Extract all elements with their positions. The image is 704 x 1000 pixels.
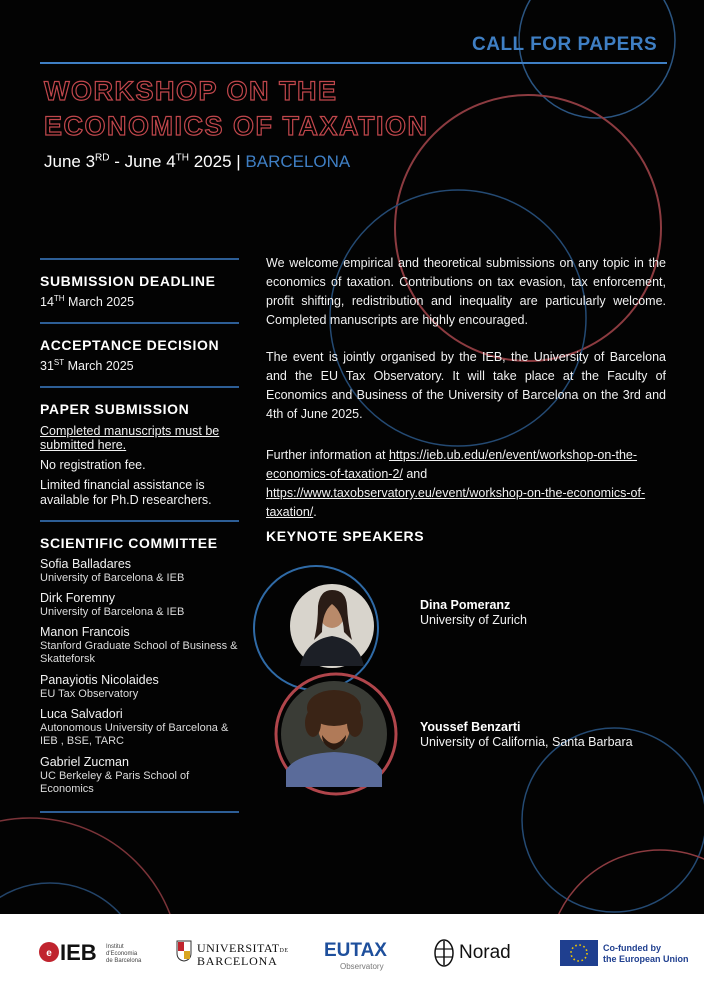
event-dates (44, 152, 350, 172)
norad-wordmark: Norad (459, 942, 511, 963)
ieb-sub-3: de Barcelona (106, 958, 142, 964)
speaker2-photo (281, 681, 387, 787)
acceptance-suffix: ST (53, 358, 65, 367)
ub-line-2: BARCELONA (197, 954, 278, 968)
event-city: BARCELONA (245, 152, 351, 171)
acceptance-day: 31 (40, 359, 54, 374)
further-info-intro: Further information at (266, 448, 389, 462)
page-title (44, 74, 429, 144)
eu-line-2: the European Union (603, 954, 689, 964)
norad-emblem-icon (433, 938, 455, 968)
committee-member-affiliation: University of Barcelona & IEB (40, 572, 185, 584)
submission-link-line1[interactable]: Completed manuscripts must be (40, 424, 220, 438)
submission-link-line2[interactable]: submitted here. (40, 438, 127, 452)
committee-member-name: Dirk Foremny (40, 591, 116, 605)
committee-member-name: Panayiotis Nicolaides (40, 673, 159, 687)
ub-crest-icon (176, 940, 192, 962)
date-year: 2025 | (189, 152, 246, 171)
ieb-mark-icon (38, 941, 60, 963)
eu-cofunded-text (603, 943, 689, 965)
committee-member-name: Manon Francois (40, 625, 130, 639)
speaker-affiliation: University of California, Santa Barbara (420, 735, 633, 749)
no-fee-text: No registration fee. (40, 458, 146, 472)
speaker-name: Youssef Benzarti (420, 720, 521, 734)
deadline-suffix: TH (53, 294, 65, 303)
assistance-line1: Limited financial assistance is (40, 478, 205, 492)
ieb-sub-2: d'Economia (106, 951, 138, 957)
committee-member-name: Luca Salvadori (40, 707, 123, 721)
date-start-suffix: RD (95, 152, 110, 164)
committee-member-affiliation: University of Barcelona & IEB (40, 606, 185, 618)
footer-logos (0, 914, 704, 1000)
title-line-1: WORKSHOP ON THE (44, 76, 338, 106)
eutax-wordmark: EUTAX (324, 940, 387, 961)
speaker-affiliation: University of Zurich (420, 613, 527, 627)
committee-heading: SCIENTIFIC COMMITTEE (40, 535, 218, 551)
keynote-heading: KEYNOTE SPEAKERS (266, 528, 425, 544)
further-info-end: . (313, 505, 317, 519)
divider (40, 386, 239, 388)
assistance-line2: available for Ph.D researchers. (40, 493, 212, 507)
committee-member-name: Gabriel Zucman (40, 755, 129, 769)
ub-universitat: UNIVERSITAT (197, 941, 280, 955)
ieb-sub-1: Institut (106, 944, 124, 950)
acceptance-date (40, 358, 134, 373)
eutax-subtitle: Observatory (340, 962, 384, 971)
committee-member-affiliation: Stanford Graduate School of Business & Skatteforsk (40, 640, 238, 665)
committee-member-affiliation: Autonomous University of Barcelona & IEB , BSE, TARC (40, 722, 229, 747)
divider (40, 258, 239, 260)
divider (40, 520, 239, 522)
ieb-event-link[interactable]: https://ieb.ub.edu/en/event/workshop-on-the-economics-of-taxation-2/ (266, 448, 638, 481)
paper-submission-heading: PAPER SUBMISSION (40, 401, 190, 417)
header-rule (40, 62, 667, 64)
taxobservatory-event-link[interactable]: https://www.taxobservatory.eu/event/workshop-on-the-economics-of-taxation/ (266, 486, 646, 519)
further-info-and: and (402, 467, 428, 481)
submission-link[interactable] (40, 424, 219, 452)
deadline-month: March 2025 (64, 295, 135, 310)
committee-member-affiliation: EU Tax Observatory (40, 688, 139, 700)
further-info-paragraph (266, 446, 666, 522)
deadline-day: 14 (40, 295, 54, 310)
ieb-subtitle (106, 944, 141, 965)
organisers-paragraph: The event is jointly organised by the IEB, the University of Barcelona and the EU Tax Observatory. It will take place at the Faculty of Economics and Business of the University of Barcelona on the 3rd and 4th of June 2025. (266, 350, 666, 421)
intro-paragraph: We welcome empirical and theoretical submissions on any topic in the economics of taxation. Contributions on tax evasion, tax enforcement, profit shifting, redistribution and inequality are particularly welcome. Completed manuscripts are highly encouraged. (266, 256, 666, 327)
committee-member-affiliation: UC Berkeley & Paris School of Economics (40, 770, 190, 795)
deadline-date (40, 294, 134, 309)
speaker1-photo (290, 584, 374, 668)
ub-de: DE (279, 948, 289, 954)
date-start: June 3 (44, 152, 96, 171)
acceptance-month: March 2025 (64, 359, 134, 374)
eu-line-1: Co-funded by (603, 943, 661, 953)
assistance-text (40, 478, 212, 508)
acceptance-heading: ACCEPTANCE DECISION (40, 337, 220, 353)
divider (40, 322, 239, 324)
deco-circle-right-blue (522, 728, 704, 912)
speaker-name: Dina Pomeranz (420, 598, 511, 612)
deco-circle-top (519, 0, 675, 118)
deadline-heading: SUBMISSION DEADLINE (40, 273, 216, 289)
title-line-2: ECONOMICS OF TAXATION (44, 111, 429, 141)
committee-member-name: Sofia Balladares (40, 557, 132, 571)
call-for-papers-label: CALL FOR PAPERS (472, 34, 658, 55)
ieb-wordmark: IEB (60, 940, 97, 965)
eu-flag-icon (560, 940, 598, 966)
divider (40, 811, 239, 813)
date-end-suffix: TH (175, 152, 189, 164)
date-end: - June 4 (109, 152, 176, 171)
svg-text:e: e (46, 948, 52, 959)
